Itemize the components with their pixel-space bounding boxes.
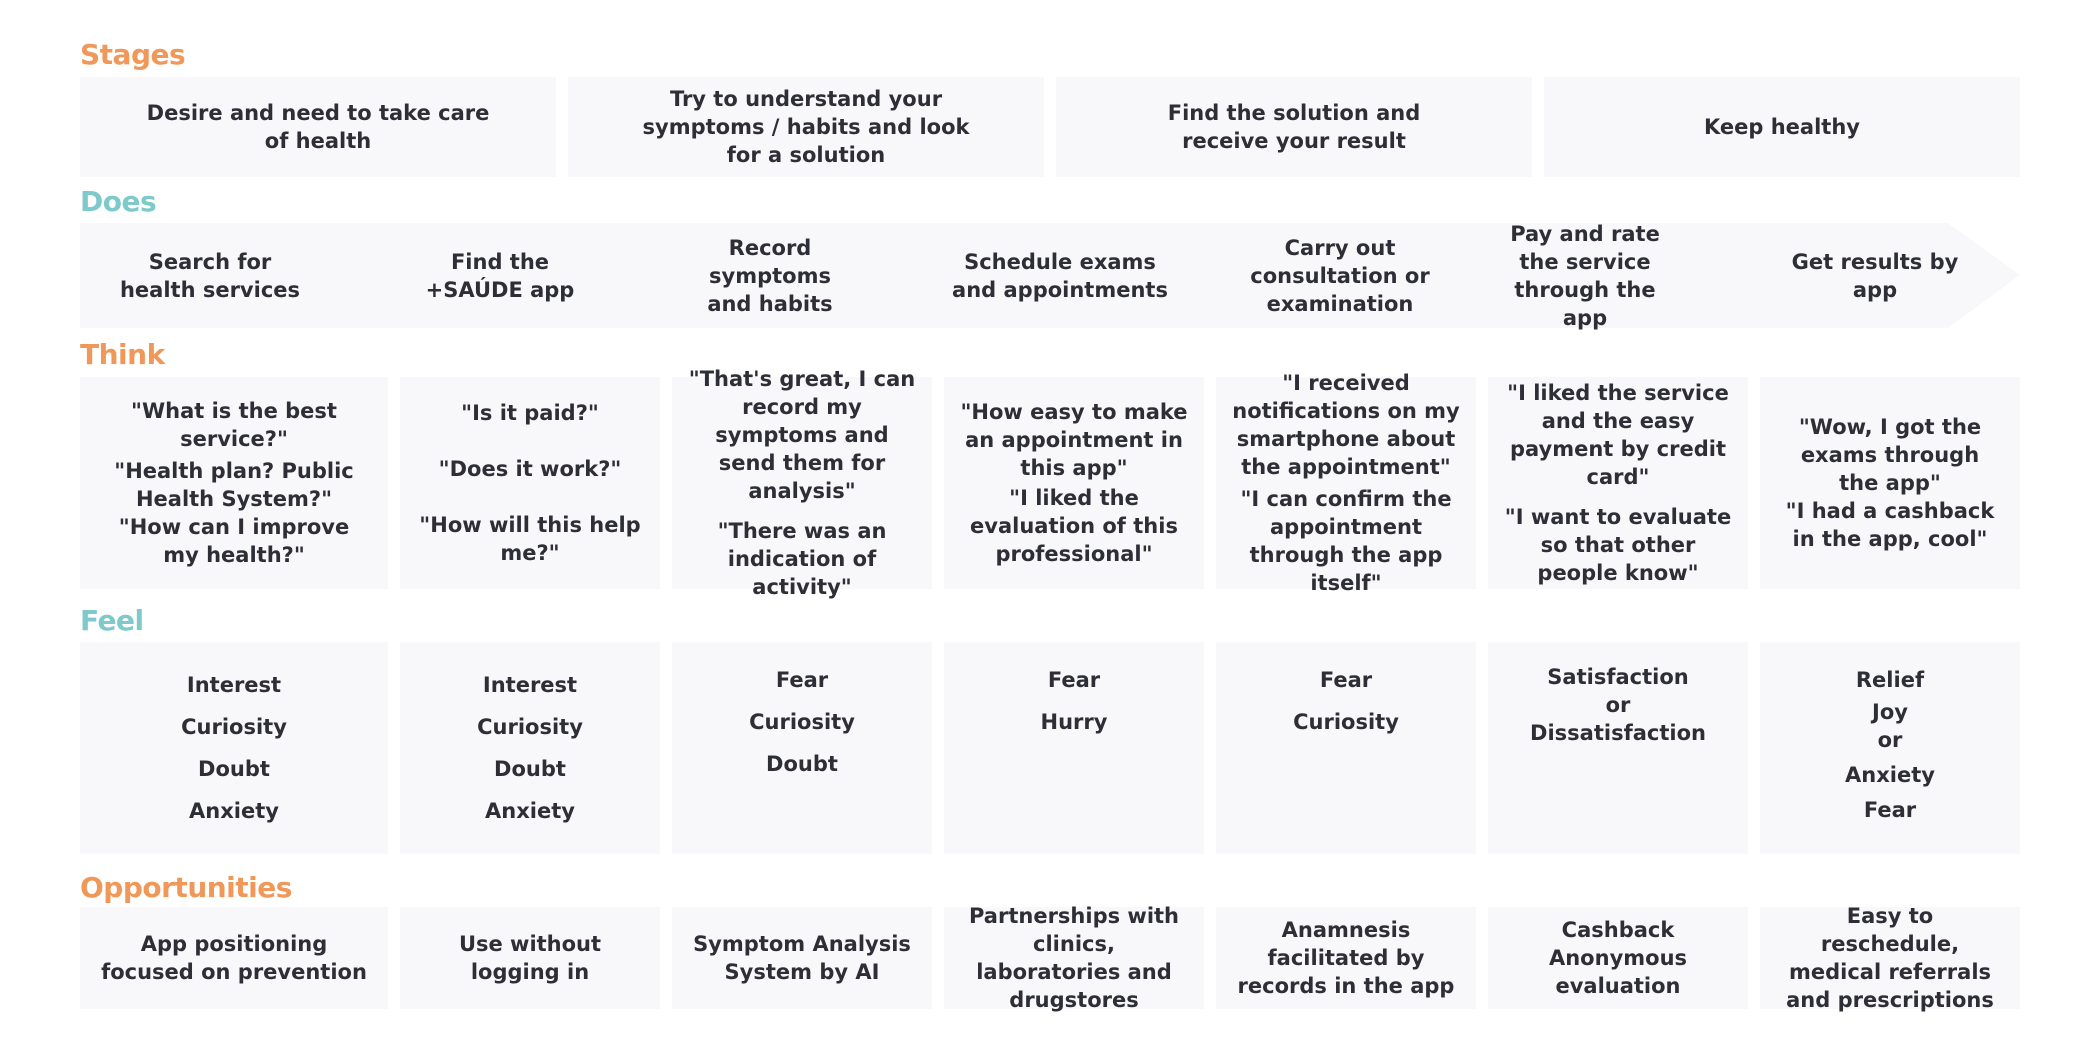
stage-card <box>1544 77 2020 177</box>
does-label: Record symptoms and habits <box>707 235 833 316</box>
does-label: Search for health services <box>119 249 301 302</box>
think-quote: "I had a cashback in the app, cool" <box>1785 499 1995 551</box>
does-label: Carry out consultation or examination <box>1250 235 1430 316</box>
feel-card <box>80 642 388 854</box>
feel-word: Fear <box>775 668 829 692</box>
feel-word: Fear <box>1863 798 1917 822</box>
feel-word: Doubt <box>198 757 270 781</box>
think-quote: "Health plan? Public Health System?" <box>114 459 354 511</box>
feel-card <box>1216 642 1476 854</box>
stage-label: Find the solution and receive your result <box>1167 101 1421 153</box>
feel-word: Curiosity <box>181 715 287 739</box>
think-quote: "How easy to make an appointment in this app" <box>960 400 1188 480</box>
think-quote: "I liked the service and the easy payment by credit card" <box>1507 381 1729 489</box>
think-quote: "What is the best service?" <box>131 399 337 451</box>
stage-card <box>568 77 1044 177</box>
feel-card <box>1488 642 1748 854</box>
think-quote: "I can confirm the appointment through the app itself" <box>1240 487 1452 595</box>
does-label: Schedule exams and appointments <box>952 249 1168 302</box>
think-title: Think <box>80 338 165 371</box>
feel-card <box>400 642 660 854</box>
think-quote: "Does it work?" <box>438 457 622 481</box>
feel-word: Interest <box>186 673 282 697</box>
opportunity-label: Use without logging in <box>458 932 602 984</box>
opportunity-card <box>80 907 388 1009</box>
opportunity-label: App positioning focused on prevention <box>101 932 367 984</box>
opportunity-card <box>1216 907 1476 1009</box>
does-label: Get results by app <box>1791 249 1959 302</box>
think-card <box>944 377 1204 589</box>
feel-word: Hurry <box>1040 710 1108 734</box>
stage-card <box>80 77 556 177</box>
feel-word: Joy <box>1872 700 1908 724</box>
feel-word: Satisfaction <box>1547 665 1689 689</box>
stage-label: Desire and need to take care of health <box>146 101 490 153</box>
opportunity-label: Partnerships with clinics, laboratories and drugstores <box>968 904 1180 1012</box>
opportunity-label: Cashback Anonymous evaluation <box>1548 918 1688 998</box>
opportunity-label: Easy to reschedule, medical referrals and prescriptions <box>1786 904 1994 1012</box>
think-quote: "Is it paid?" <box>461 401 599 425</box>
feel-word: Doubt <box>766 752 838 776</box>
feel-card <box>1760 642 2020 854</box>
think-card <box>1488 377 1748 589</box>
think-card <box>400 377 660 589</box>
feel-word: Curiosity <box>477 715 583 739</box>
feel-word: Anxiety <box>189 799 279 823</box>
does-title: Does <box>80 185 157 218</box>
opportunity-label: Anamnesis facilitated by records in the app <box>1237 918 1455 998</box>
opportunity-card <box>1488 907 1748 1009</box>
opportunity-card <box>400 907 660 1009</box>
feel-card <box>944 642 1204 854</box>
opportunity-label: Symptom Analysis System by AI <box>693 932 911 984</box>
feel-word: Doubt <box>494 757 566 781</box>
opportunity-card <box>672 907 932 1009</box>
opportunity-card <box>944 904 1204 1012</box>
feel-word: Dissatisfaction <box>1530 721 1706 745</box>
think-row <box>80 367 2020 599</box>
opportunity-card <box>1760 904 2020 1012</box>
think-quote: "I want to evaluate so that other people know" <box>1504 505 1732 585</box>
feel-word: Curiosity <box>749 710 855 734</box>
feel-word: Fear <box>1319 668 1373 692</box>
think-quote: "Wow, I got the exams through the app" <box>1798 415 1982 495</box>
feel-card <box>672 642 932 854</box>
feel-word: or <box>1605 693 1631 717</box>
think-quote: "How will this help me?" <box>419 513 641 565</box>
does-row <box>80 223 2020 328</box>
feel-title: Feel <box>80 604 144 637</box>
think-quote: "That's great, I can record my symptoms and send them for analysis" <box>688 367 916 503</box>
think-card <box>672 367 932 599</box>
does-label: Pay and rate the service through the app <box>1510 221 1660 330</box>
feel-word: Interest <box>482 673 578 697</box>
feel-word: Fear <box>1047 668 1101 692</box>
opportunities-title: Opportunities <box>80 871 292 904</box>
think-quote: "I liked the evaluation of this professional" <box>970 486 1178 566</box>
feel-word: Curiosity <box>1293 710 1399 734</box>
stages-title: Stages <box>80 38 186 71</box>
think-quote: "There was an indication of activity" <box>717 519 887 599</box>
think-card <box>1760 377 2020 589</box>
feel-word: or <box>1877 728 1903 752</box>
does-label: Find the +SAÚDE app <box>425 249 575 302</box>
stage-card <box>1056 77 1532 177</box>
opportunities-row <box>80 904 2020 1012</box>
stage-label: Keep healthy <box>1704 115 1860 139</box>
feel-row <box>80 642 2020 854</box>
stage-label: Try to understand your symptoms / habits and look for a solution <box>642 87 970 167</box>
stages-row <box>80 77 2020 177</box>
think-card <box>1216 371 1476 595</box>
feel-word: Anxiety <box>1845 763 1935 787</box>
feel-word: Anxiety <box>485 799 575 823</box>
think-quote: "How can I improve my health?" <box>118 515 350 567</box>
think-quote: "I received notifications on my smartphone about the appointment" <box>1232 371 1460 479</box>
think-card <box>80 377 388 589</box>
feel-word: Relief <box>1855 668 1925 692</box>
